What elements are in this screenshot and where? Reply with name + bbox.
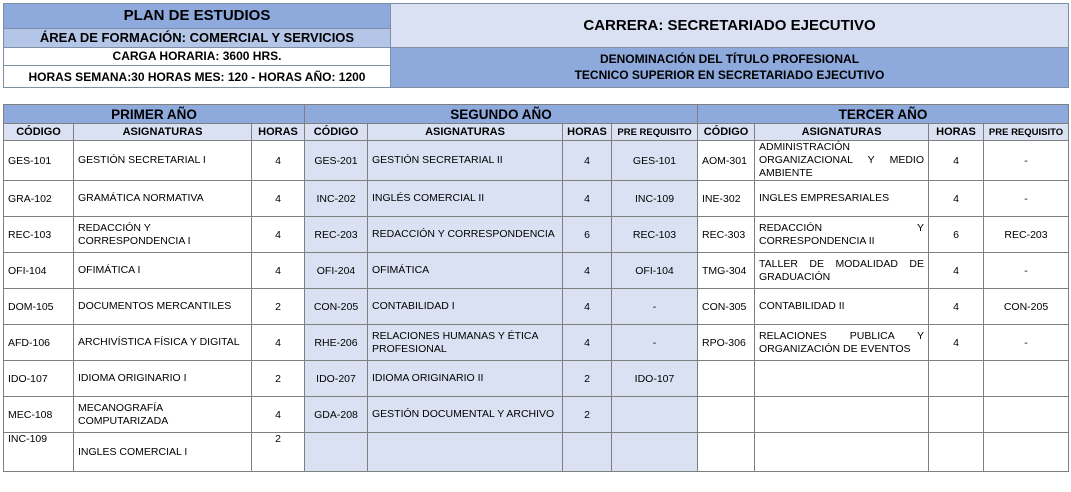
subject-code: INC-109 [4,433,74,472]
subject-hours: 4 [929,141,984,181]
subject-code: MEC-108 [4,397,74,433]
subject-name: DOCUMENTOS MERCANTILES [74,289,252,325]
subject-name: INGLES EMPRESARIALES [755,181,929,217]
subject-name [755,397,929,433]
col-hours: HORAS [563,124,612,141]
subject-name [368,433,563,472]
subject-hours: 4 [563,325,612,361]
subject-prereq: REC-103 [612,217,698,253]
col-hours: HORAS [252,124,305,141]
year-3-header: TERCER AÑO [698,105,1069,124]
subject-prereq [984,361,1069,397]
table-row [4,433,1069,472]
col-hours: HORAS [929,124,984,141]
table-row [4,253,1069,289]
subject-prereq: - [612,289,698,325]
col-subjects: ASIGNATURAS [368,124,563,141]
subject-name: INGLÉS COMERCIAL II [368,181,563,217]
subject-name: OFIMÁTICA I [74,253,252,289]
career-title: CARRERA: SECRETARIADO EJECUTIVO [391,4,1069,48]
year-1-header: PRIMER AÑO [4,105,305,124]
subject-hours: 4 [563,253,612,289]
col-prereq: PRE REQUISITO [984,124,1069,141]
subject-prereq [984,397,1069,433]
subject-hours: 4 [929,289,984,325]
subject-prereq: OFI-104 [612,253,698,289]
col-subjects: ASIGNATURAS [74,124,252,141]
subject-code: RPO-306 [698,325,755,361]
subject-name: RELACIONES PUBLICA Y ORGANIZACIÓN DE EVENTOS [755,325,929,361]
training-area: ÁREA DE FORMACIÓN: COMERCIAL Y SERVICIOS [4,28,391,47]
subject-hours: 2 [252,361,305,397]
subject-code: REC-203 [305,217,368,253]
subject-hours [929,361,984,397]
subject-hours: 6 [929,217,984,253]
col-subjects: ASIGNATURAS [755,124,929,141]
subject-hours: 2 [563,397,612,433]
subject-name [755,433,929,472]
degree-title: TECNICO SUPERIOR EN SECRETARIADO EJECUTIVO [574,68,885,83]
subject-prereq [612,397,698,433]
subject-code: GRA-102 [4,181,74,217]
subject-code: AOM-301 [698,141,755,181]
subject-prereq: - [984,253,1069,289]
subject-hours [929,433,984,472]
subject-name: INGLES COMERCIAL I [74,433,252,472]
subject-hours [563,433,612,472]
subject-name: REDACCIÓN Y CORRESPONDENCIA [368,217,563,253]
subject-code: AFD-106 [4,325,74,361]
subject-name: MECANOGRAFÍA COMPUTARIZADA [74,397,252,433]
subject-hours: 4 [929,181,984,217]
subject-prereq: - [984,325,1069,361]
subject-hours: 4 [563,141,612,181]
subject-hours: 2 [252,433,305,472]
table-row [4,217,1069,253]
col-code: CÓDIGO [4,124,74,141]
subject-code [305,433,368,472]
subject-name: GESTIÓN SECRETARIAL I [74,141,252,181]
subject-hours: 4 [252,181,305,217]
table-row [4,181,1069,217]
subject-code: CON-205 [305,289,368,325]
subject-code [698,361,755,397]
subject-code: INC-202 [305,181,368,217]
subject-hours [929,397,984,433]
subject-code: GES-101 [4,141,74,181]
subject-code [698,433,755,472]
table-row [4,289,1069,325]
degree-title-block [391,47,1069,87]
table-row [4,397,1069,433]
subject-name: GESTIÓN SECRETARIAL II [368,141,563,181]
col-code: CÓDIGO [305,124,368,141]
subject-code [698,397,755,433]
subject-prereq: - [612,325,698,361]
subject-name: GESTIÓN DOCUMENTAL Y ARCHIVO [368,397,563,433]
subject-hours: 4 [563,181,612,217]
subject-code: INE-302 [698,181,755,217]
subject-hours: 2 [563,361,612,397]
table-row [4,361,1069,397]
subject-prereq [984,433,1069,472]
subject-code: IDO-107 [4,361,74,397]
subject-hours: 6 [563,217,612,253]
subject-code: CON-305 [698,289,755,325]
table-row [4,141,1069,181]
plan-header [3,3,1069,88]
table-row [4,325,1069,361]
subject-prereq [612,433,698,472]
subject-name: ADMINISTRACIÓN ORGANIZACIONAL Y MEDIO AMBIENTE [755,141,929,181]
subject-prereq: REC-203 [984,217,1069,253]
subject-code: GES-201 [305,141,368,181]
subject-code: DOM-105 [4,289,74,325]
plan-title: PLAN DE ESTUDIOS [4,4,391,29]
subject-hours: 4 [929,253,984,289]
subject-prereq: - [984,181,1069,217]
col-prereq: PRE REQUISITO [612,124,698,141]
degree-title-label: DENOMINACIÓN DEL TÍTULO PROFESIONAL [599,52,860,67]
subject-name: OFIMÁTICA [368,253,563,289]
subject-hours: 4 [563,289,612,325]
subject-code: GDA-208 [305,397,368,433]
subject-name: RELACIONES HUMANAS Y ÉTICA PROFESIONAL [368,325,563,361]
subject-code: TMG-304 [698,253,755,289]
subject-name [755,361,929,397]
subject-hours: 4 [252,325,305,361]
subject-name: IDIOMA ORIGINARIO I [74,361,252,397]
subject-prereq: - [984,141,1069,181]
subject-prereq: CON-205 [984,289,1069,325]
subject-hours: 2 [252,289,305,325]
subject-code: REC-303 [698,217,755,253]
curriculum-table [3,104,1069,472]
subject-hours: 4 [252,141,305,181]
subject-code: OFI-104 [4,253,74,289]
col-code: CÓDIGO [698,124,755,141]
subject-hours: 4 [252,397,305,433]
year-2-header: SEGUNDO AÑO [305,105,698,124]
subject-hours: 4 [252,253,305,289]
subject-name: GRAMÁTICA NORMATIVA [74,181,252,217]
subject-name: CONTABILIDAD I [368,289,563,325]
subject-code: REC-103 [4,217,74,253]
subject-name: IDIOMA ORIGINARIO II [368,361,563,397]
hours-breakdown: HORAS SEMANA:30 HORAS MES: 120 - HORAS AÑO: 1200 [4,66,391,88]
subject-name: REDACCIÓN Y CORRESPONDENCIA I [74,217,252,253]
subject-code: OFI-204 [305,253,368,289]
subject-name: REDACCIÓN Y CORRESPONDENCIA II [755,217,929,253]
subject-name: CONTABILIDAD II [755,289,929,325]
total-workload: CARGA HORARIA: 3600 HRS. [4,47,391,66]
subject-name: ARCHIVÍSTICA FÍSICA Y DIGITAL [74,325,252,361]
subject-code: IDO-207 [305,361,368,397]
subject-code: RHE-206 [305,325,368,361]
subject-prereq: INC-109 [612,181,698,217]
subject-prereq: IDO-107 [612,361,698,397]
subject-hours: 4 [929,325,984,361]
subject-hours: 4 [252,217,305,253]
subject-prereq: GES-101 [612,141,698,181]
subject-name: TALLER DE MODALIDAD DE GRADUACIÓN [755,253,929,289]
